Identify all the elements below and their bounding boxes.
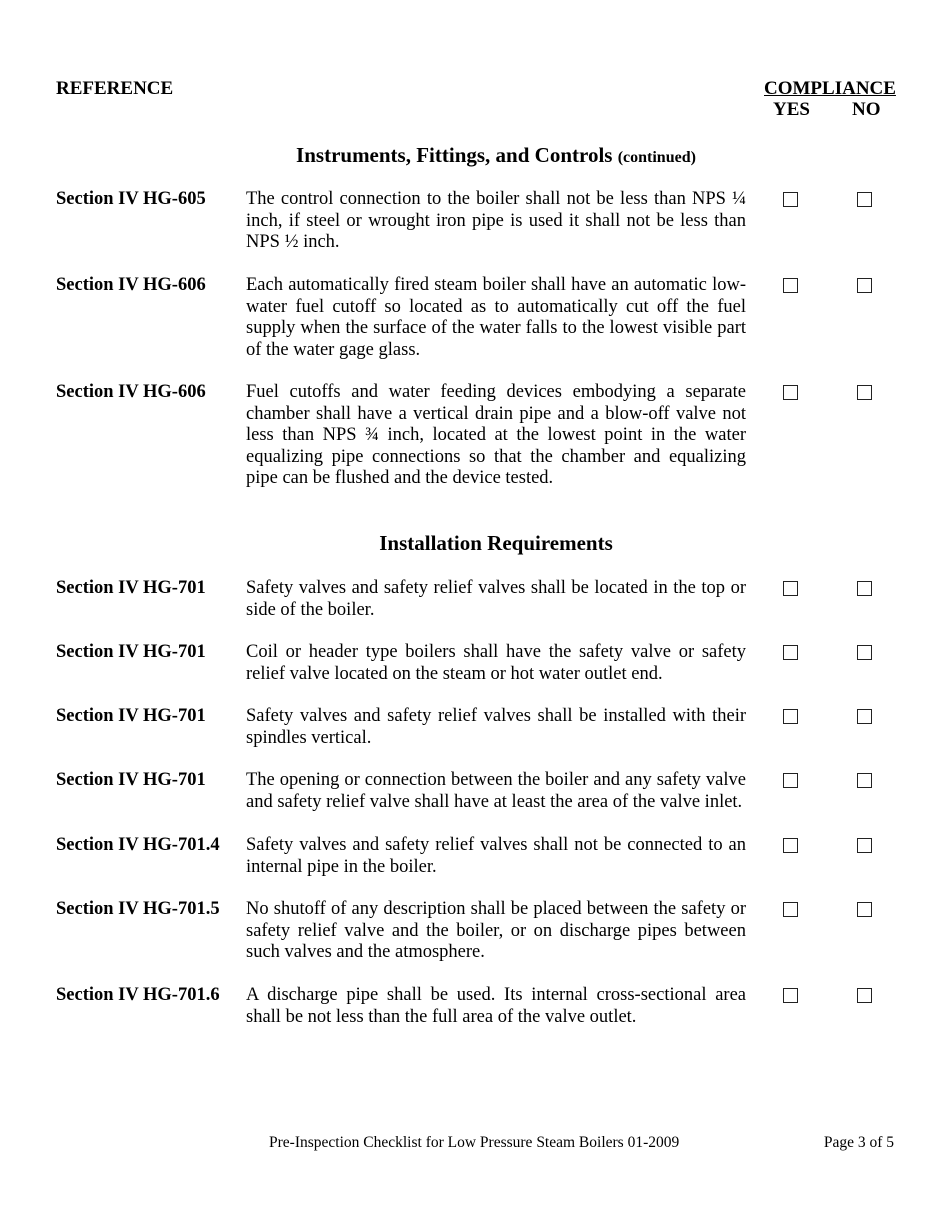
row-reference: Section IV HG-701	[56, 770, 206, 790]
row-requirement: Safety valves and safety relief valves shall not be connected to an internal pipe in the boiler.	[246, 835, 746, 877]
no-checkbox[interactable]	[857, 581, 872, 596]
footer-page-number: Page 3 of 5	[823, 1134, 894, 1151]
no-checkbox[interactable]	[857, 988, 872, 1003]
row-reference: Section IV HG-701	[56, 578, 206, 598]
page-header	[56, 78, 894, 122]
compliance-title: COMPLIANCE	[764, 78, 896, 99]
row-reference: Section IV HG-701.6	[56, 985, 220, 1005]
yes-no-labels	[764, 99, 894, 120]
row-reference: Section IV HG-701	[56, 642, 206, 662]
row-requirement: Safety valves and safety relief valves shall be installed with their spindles vertical.	[246, 706, 746, 748]
no-checkbox[interactable]	[857, 278, 872, 293]
yes-checkbox[interactable]	[783, 988, 798, 1003]
row-reference: Section IV HG-606	[56, 382, 206, 402]
section-title: Installation Requirements	[379, 531, 613, 555]
no-checkbox[interactable]	[857, 385, 872, 400]
yes-checkbox[interactable]	[783, 192, 798, 207]
row-reference: Section IV HG-701	[56, 706, 206, 726]
section-title-suffix: (continued)	[617, 149, 696, 166]
yes-checkbox[interactable]	[783, 278, 798, 293]
footer-document-title: Pre-Inspection Checklist for Low Pressure Steam Boilers 01-2009	[269, 1134, 680, 1151]
yes-checkbox[interactable]	[783, 385, 798, 400]
reference-column-header: REFERENCE	[56, 78, 174, 99]
yes-checkbox[interactable]	[783, 709, 798, 724]
row-requirement: Safety valves and safety relief valves shall be located in the top or side of the boiler.	[246, 578, 746, 620]
row-requirement: The control connection to the boiler shall not be less than NPS ¼ inch, if steel or wrought iron pipe is used it shall not be less than NPS ½ inch.	[246, 189, 746, 252]
row-requirement: Each automatically fired steam boiler shall have an automatic low-water fuel cutoff so located as to automatically cut off the fuel supply when the surface of the water falls to the lowest visible part of the water gage glass.	[246, 275, 746, 360]
row-requirement: Coil or header type boilers shall have the safety valve or safety relief valve located on the steam or hot water outlet end.	[246, 642, 746, 684]
row-requirement: No shutoff of any description shall be placed between the safety or safety relief valve and the boiler, or on discharge pipes between such valves and the atmosphere.	[246, 899, 746, 962]
compliance-column-header	[764, 78, 894, 120]
row-requirement: A discharge pipe shall be used. Its internal cross-sectional area shall be not less than the full area of the valve outlet.	[246, 985, 746, 1027]
row-requirement: The opening or connection between the boiler and any safety valve and safety relief valve shall have at least the area of the valve inlet.	[246, 770, 746, 812]
no-checkbox[interactable]	[857, 645, 872, 660]
no-checkbox[interactable]	[857, 838, 872, 853]
section-heading-instruments	[0, 143, 950, 168]
yes-checkbox[interactable]	[783, 773, 798, 788]
no-checkbox[interactable]	[857, 902, 872, 917]
no-column-label: NO	[852, 99, 881, 120]
yes-checkbox[interactable]	[783, 838, 798, 853]
row-reference: Section IV HG-701.4	[56, 835, 220, 855]
yes-checkbox[interactable]	[783, 645, 798, 660]
no-checkbox[interactable]	[857, 709, 872, 724]
row-reference: Section IV HG-605	[56, 189, 206, 209]
no-checkbox[interactable]	[857, 773, 872, 788]
row-requirement: Fuel cutoffs and water feeding devices embodying a separate chamber shall have a vertical drain pipe and a blow-off valve not less than NPS ¾ inch, located at the lowest point in the water equalizing pipe connections so that the chamber and equalizing pipe can be flushed and the device tested.	[246, 382, 746, 488]
section-heading-installation	[0, 531, 950, 556]
yes-column-label: YES	[773, 99, 810, 120]
no-checkbox[interactable]	[857, 192, 872, 207]
yes-checkbox[interactable]	[783, 902, 798, 917]
yes-checkbox[interactable]	[783, 581, 798, 596]
row-reference: Section IV HG-701.5	[56, 899, 220, 919]
section-title: Instruments, Fittings, and Controls	[296, 143, 613, 167]
row-reference: Section IV HG-606	[56, 275, 206, 295]
